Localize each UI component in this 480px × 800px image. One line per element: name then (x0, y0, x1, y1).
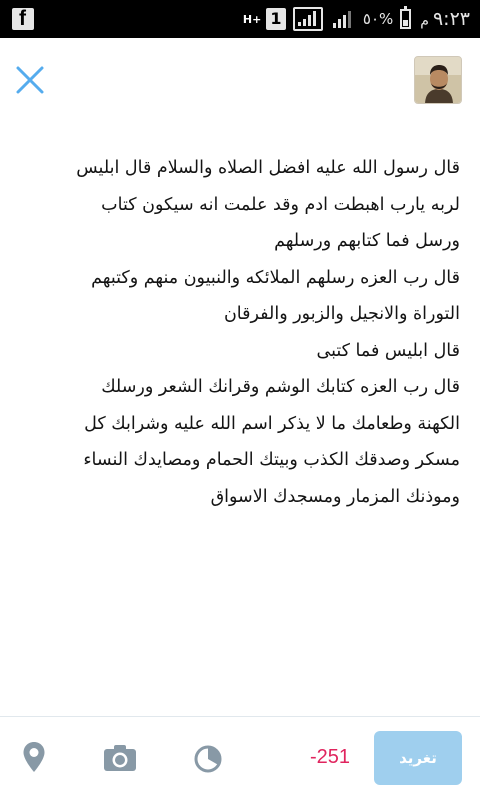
tweet-button[interactable]: تغريد (374, 731, 462, 785)
tweet-compose-input[interactable] (20, 150, 460, 515)
stats-icon (194, 745, 222, 773)
clock: ٩:٢٣ (432, 8, 470, 30)
compose-line: مسكر وصدقك الكذب وبيتك الحمام ومصايدك النساء (83, 450, 460, 470)
compose-line: ورسل فما كتابهم ورسلهم (274, 231, 460, 251)
location-icon (22, 741, 46, 773)
signal-icon (293, 7, 323, 31)
sim-slot-badge: 1 (266, 8, 286, 30)
compose-line: التوراة والانجيل والزبور والفرقان (223, 304, 460, 324)
battery-percent: ٥٠% (362, 10, 394, 28)
clock-suffix: م (420, 13, 429, 29)
compose-line: قال ابليس فما كتبى (316, 340, 460, 361)
camera-button[interactable] (103, 744, 137, 772)
battery-icon (400, 9, 411, 29)
close-icon (14, 64, 46, 96)
avatar[interactable] (414, 56, 462, 104)
compose-line: قال رب العزه رسلهم الملائكه والنبيون منهم وكتبهم (91, 267, 460, 288)
compose-line: الكهنة وطعامك ما لا يذكر اسم الله عليه وشرابك كل (84, 413, 460, 434)
facebook-icon: f (12, 8, 34, 30)
compose-line: وموذنك المزمار ومسجدك الاسواق (210, 486, 460, 507)
status-bar (0, 0, 480, 38)
compose-line: لربه يارب اهبطت ادم وقد علمت انه سيكون كتاب (101, 194, 460, 215)
compose-line: قال رسول الله عليه افضل الصلاه والسلام قال ابليس (76, 158, 460, 178)
location-button[interactable] (22, 741, 46, 773)
character-count: -251 (309, 746, 351, 768)
signal-icon-secondary (330, 7, 356, 31)
camera-icon (103, 744, 137, 772)
status-bar-right (243, 0, 470, 38)
network-type: H+ (242, 12, 262, 26)
compose-line: قال رب العزه كتابك الوشم وقرانك الشعر ورسلك (101, 377, 460, 397)
stats-button[interactable] (194, 745, 222, 773)
toolbar-divider (0, 716, 480, 717)
close-button[interactable] (14, 64, 46, 96)
